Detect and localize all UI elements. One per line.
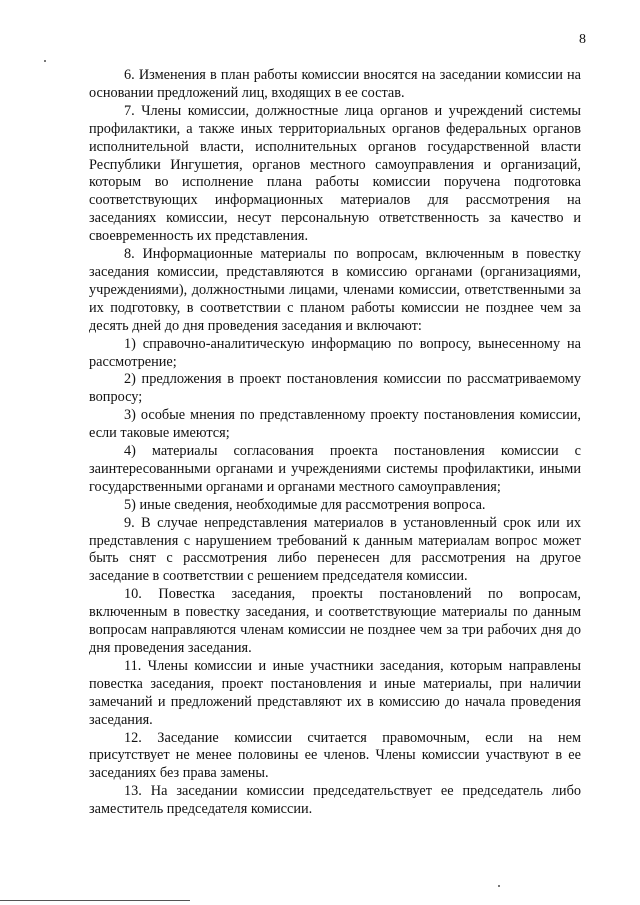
paragraph-item-10: 10. Повестка заседания, проекты постановлений по вопросам, включенным в повестку заседания, и соответствующие материалы по данным вопросам направляются членам комиссии не позднее чем за три рабочих дня до дня проведения заседания.	[89, 586, 581, 656]
subitem-1: 1) справочно-аналитическую информацию по вопросу, вынесенному на рассмотрение;	[89, 335, 581, 370]
paragraph-item-13: 13. На заседании комиссии председательствует ее председатель либо заместитель председателя комиссии.	[89, 783, 581, 818]
paragraph-item-7: 7. Члены комиссии, должностные лица органов и учреждений системы профилактики, а также иных территориальных органов федеральных органов исполнительной власти, исполнительных органов государственной власти Республики Ингушетия, органов местного самоуправления и организаций, которым во исполнение плана работы комиссии поручена подготовка соответствующих информационных материалов для рассмотрения на заседаниях комиссии, несут персональную ответственность за качество и своевременность их представления.	[89, 102, 581, 245]
subitem-3: 3) особые мнения по представленному проекту постановления комиссии, если таковые имеются;	[89, 407, 581, 442]
paragraph-item-9: 9. В случае непредставления материалов в установленный срок или их представления с нарушением требований к данным материалам вопрос может быть снят с рассмотрения либо перенесен для рассмотрения на другое заседание в соответствии с решением председателя комиссии.	[89, 514, 581, 585]
paragraph-item-12: 12. Заседание комиссии считается правомочным, если на нем присутствует не менее половины ее членов. Члены комиссии участвуют в ее заседаниях без права замены.	[89, 729, 581, 782]
paragraph-item-8: 8. Информационные материалы по вопросам, включенным в повестку заседания комиссии, представляются в комиссию органами (организациями, учреждениями), должностными лицами, членами комиссии, ответственными за их подготовку, в соответствии с планом работы комиссии не позднее чем за десять дней до дня проведения заседания и включают:	[89, 246, 581, 334]
scan-speck	[498, 885, 500, 887]
scan-edge-line	[0, 900, 190, 901]
subitem-5: 5) иные сведения, необходимые для рассмотрения вопроса.	[124, 496, 486, 513]
document-body	[89, 67, 581, 819]
paragraph-item-6: 6. Изменения в план работы комиссии вносятся на заседании комиссии на основании предложений лиц, входящих в ее состав.	[89, 67, 581, 101]
page-number: 8	[579, 32, 586, 47]
subitem-4: 4) материалы согласования проекта постановления комиссии с заинтересованными органами и учреждениями системы профилактики, иными государственными органами и органами местного самоуправления;	[89, 443, 581, 495]
subitem-2: 2) предложения в проект постановления комиссии по рассматриваемому вопросу;	[89, 371, 581, 406]
scan-speck	[44, 60, 46, 62]
paragraph-item-11: 11. Члены комиссии и иные участники заседания, которым направлены повестка заседания, проект постановления и иные материалы, при наличии замечаний и предложений представляют их в комиссию до начала проведения заседания.	[89, 657, 581, 728]
